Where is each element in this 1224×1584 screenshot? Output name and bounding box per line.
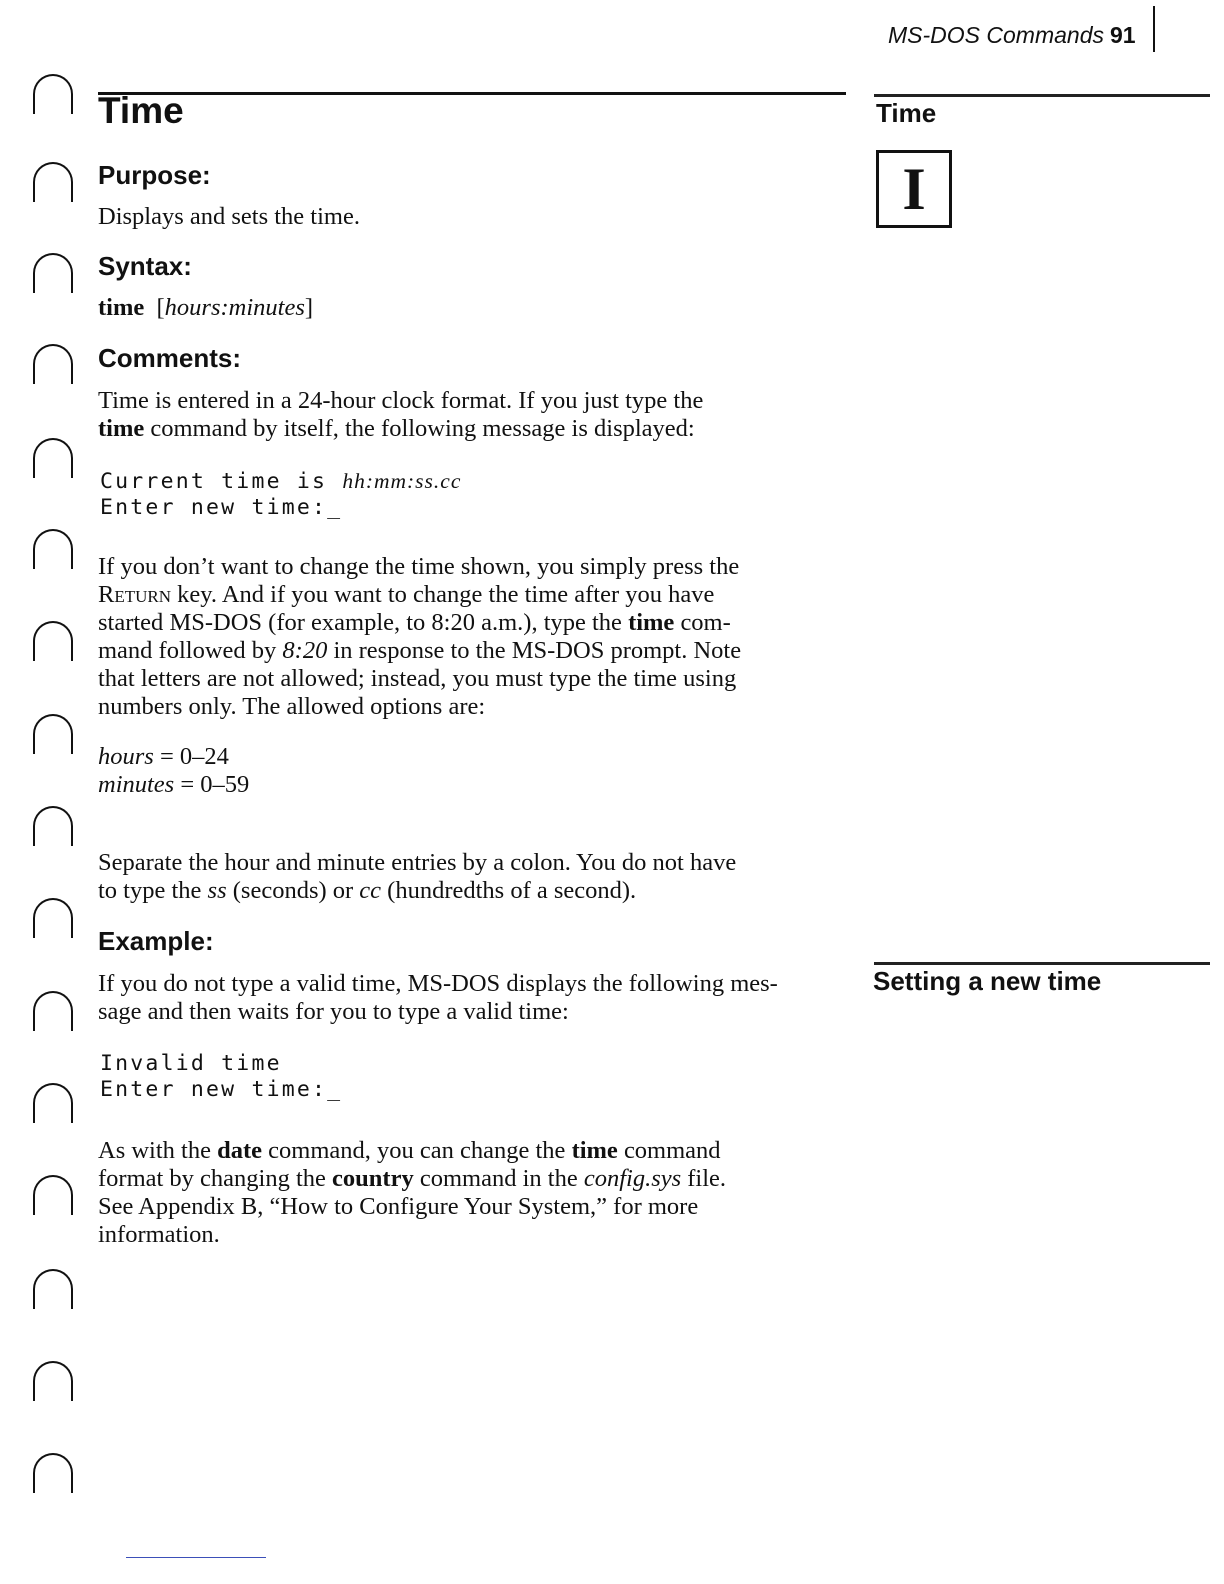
syntax-args: hours:minutes [164, 294, 305, 321]
text-line: As with the date command, you can change the time command [98, 1137, 721, 1164]
header-divider [1153, 6, 1155, 52]
text-line: format by changing the country command in the config.sys file. [98, 1165, 727, 1192]
binder-hole-icon [33, 344, 73, 384]
page-title: Time [98, 90, 184, 131]
command-name: time [571, 1137, 618, 1164]
sidebar-section-heading: Setting a new time [873, 966, 1102, 996]
file-name: config.sys [583, 1165, 682, 1192]
product-name: MS-DOS [511, 637, 605, 664]
sidebar-title: Time [876, 98, 937, 128]
binder-hole-icon [33, 714, 73, 754]
page-number: 91 [1109, 22, 1136, 48]
binder-hole-icon [33, 162, 73, 202]
binder-hole-icon [33, 1083, 73, 1123]
level-badge: I [876, 150, 952, 228]
comments-paragraph-1 [98, 387, 843, 443]
syntax-line [98, 294, 843, 322]
title-rule [98, 92, 846, 95]
option-name: hours [98, 743, 154, 770]
key-name: Return [98, 581, 172, 608]
text-line: sage and then waits for you to type a valid time: [98, 998, 569, 1025]
product-name: MS-DOS [407, 970, 501, 997]
text-line: If you don’t want to change the time shown, you simply press the [98, 553, 740, 580]
comments-paragraph-3 [98, 849, 843, 905]
syntax-heading: Syntax: [98, 251, 192, 281]
command-name: country [332, 1165, 414, 1192]
screen-line: Invalid time [100, 1051, 282, 1076]
example-heading: Example: [98, 926, 214, 956]
field-abbrev: ss [207, 877, 227, 904]
binder-hole-icon [33, 529, 73, 569]
text-line: See Appendix B, “How to Configure Your System,” for more [98, 1193, 699, 1220]
binder-hole-icon [33, 621, 73, 661]
comments-paragraph-2 [98, 553, 843, 721]
screen-line: Current time is hh:mm:ss.cc [100, 469, 462, 494]
command-name: date [217, 1137, 263, 1164]
text-line: Separate the hour and minute entries by a colon. You do not have [98, 849, 737, 876]
running-header [888, 22, 1136, 49]
binder-hole-icon [33, 806, 73, 846]
binder-hole-icon [33, 74, 73, 114]
screen-line: Enter new time:_ [100, 495, 343, 520]
product-name: MS-DOS [169, 609, 263, 636]
example-value: 8:20 [282, 637, 328, 664]
binder-hole-icon [33, 991, 73, 1031]
option-item [98, 743, 843, 771]
text-line: Time is entered in a 24-hour clock format. If you just type the [98, 387, 704, 414]
options-list [98, 743, 843, 799]
screen-line: Enter new time:_ [100, 1077, 343, 1102]
text-line: Return key. And if you want to change the time after you have [98, 581, 715, 608]
text-line: started MS-DOS (for example, to 8:20 a.m.), type the time com- [98, 609, 731, 636]
text-line: that letters are not allowed; instead, you must type the time using [98, 665, 737, 692]
example-paragraph-1 [98, 970, 843, 1026]
text-line: mand followed by 8:20 in response to the MS-DOS prompt. Note [98, 637, 742, 664]
screen-output-2 [100, 1051, 342, 1103]
text-line: information. [98, 1221, 220, 1248]
command-name: time [628, 609, 675, 636]
comments-heading: Comments: [98, 343, 242, 373]
text-line: If you do not type a valid time, MS-DOS displays the following mes- [98, 970, 778, 997]
time-format-placeholder: hh:mm:ss.cc [342, 469, 462, 493]
option-name: minutes [98, 771, 175, 798]
screen-output-1 [100, 468, 461, 521]
binder-hole-icon [33, 1361, 73, 1401]
example-paragraph-2 [98, 1137, 843, 1249]
syntax-open-bracket: [ [156, 294, 165, 321]
sidebar-rule [874, 94, 1210, 97]
command-name: time [98, 415, 145, 442]
option-range: = 0–59 [174, 771, 250, 798]
syntax-command: time [98, 294, 145, 321]
binder-hole-icon [33, 438, 73, 478]
text-line: time command by itself, the following message is displayed: [98, 415, 695, 442]
binder-hole-icon [33, 1453, 73, 1493]
purpose-text: Displays and sets the time. [98, 203, 360, 230]
running-header-title: MS-DOS Commands [888, 22, 1104, 48]
binder-hole-icon [33, 1269, 73, 1309]
syntax-close-bracket: ] [304, 294, 314, 321]
field-abbrev: cc [359, 877, 382, 904]
purpose-heading: Purpose: [98, 160, 211, 190]
option-item [98, 771, 843, 799]
binder-hole-icon [33, 253, 73, 293]
sidebar-rule [874, 962, 1210, 965]
option-range: = 0–24 [153, 743, 229, 770]
text-line: to type the ss (seconds) or cc (hundredths of a second). [98, 877, 637, 904]
footer-rule [126, 1557, 266, 1558]
binder-hole-icon [33, 898, 73, 938]
binder-hole-icon [33, 1175, 73, 1215]
text-line: numbers only. The allowed options are: [98, 693, 486, 720]
